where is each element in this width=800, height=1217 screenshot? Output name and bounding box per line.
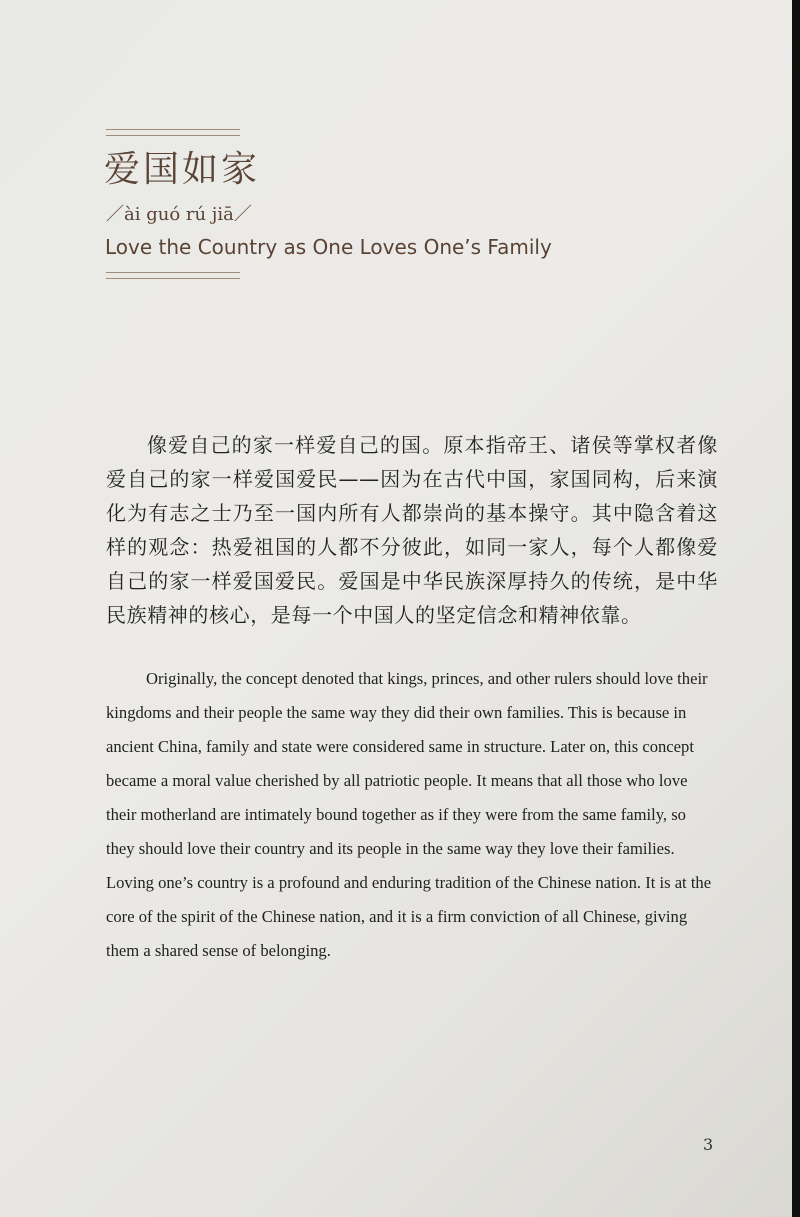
english-paragraph: Originally, the concept denoted that kings, princes, and other rulers should love their kingdoms and their people the same way they did their own families. This is because in ancient China, family and state were considered same in structure. Later on, this concept became a moral value cherished by all patriotic people. It means that all those who love their motherland are intimately bound together as if they were from the same family, so they should love their country and its people in the same way they love their families. Loving one’s country is a profound and enduring tradition of the Chinese nation. It is at the core of the spirit of the Chinese nation, and it is a firm conviction of all Chinese, giving them a shared sense of belonging. [106,669,712,960]
chinese-paragraph: 像爱自己的家一样爱自己的国。原本指帝王、诸侯等掌权者像爱自己的家一样爱国爱民——因为在古代中国，家国同构，后来演化为有志之士乃至一国内所有人都崇尚的基本操守。其中隐含着这样的观念：热爱祖国的人都不分彼此，如同一家人，每个人都像爱自己的家一样爱国爱民。爱国是中华民族深厚持久的传统，是中华民族精神的核心，是每一个中国人的坚定信念和精神依靠。 [106,433,718,627]
entry-title-chinese: 爱国如家 [104,149,261,190]
entry-title-english: Love the Country as One Loves One’s Family [105,235,552,259]
title-rule-top [106,129,240,136]
page-number: 3 [703,1135,714,1154]
entry-pinyin: ／ài guó rú jiā／ [106,204,252,225]
title-rule-bottom [106,272,240,279]
